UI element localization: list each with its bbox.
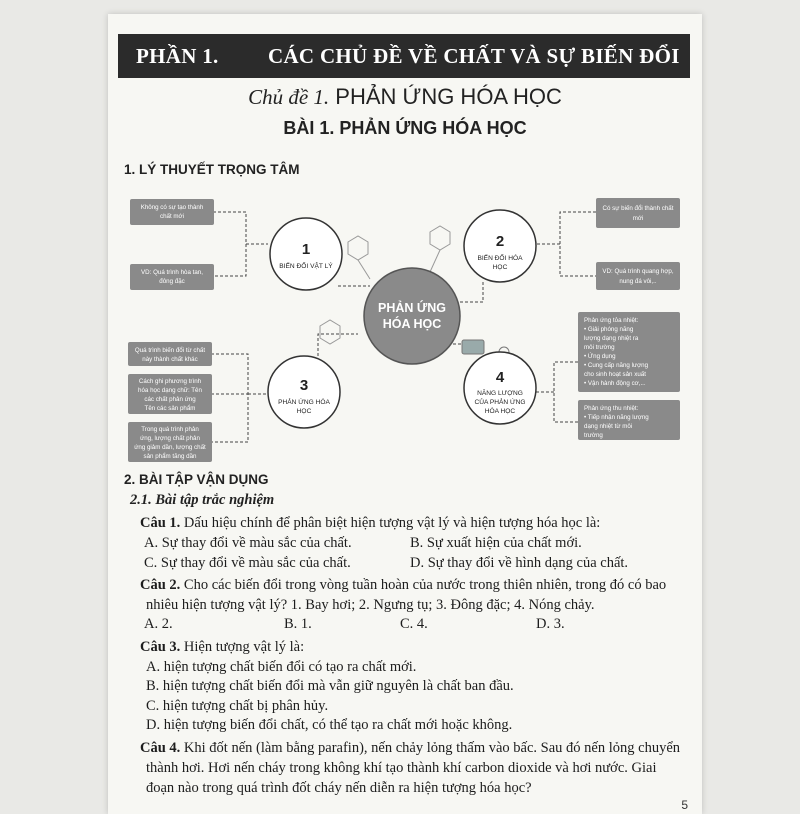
connector-left-top bbox=[213, 212, 246, 276]
question-1 bbox=[140, 514, 688, 533]
info-box-text: Phản ứng tỏa nhiệt: bbox=[584, 317, 639, 324]
info-box-new-substance bbox=[596, 198, 680, 228]
chapter-label: Chủ đề 1. bbox=[248, 85, 330, 109]
info-box-text: lượng dạng nhiệt ra bbox=[584, 335, 639, 342]
info-box-exothermic bbox=[578, 312, 680, 392]
part-topic: CÁC CHỦ ĐỀ VỀ CHẤT VÀ SỰ BIẾN ĐỔI bbox=[268, 43, 680, 68]
info-box-text: mới bbox=[632, 215, 644, 222]
info-box-text: Tên các sản phẩm bbox=[144, 405, 196, 412]
info-box-text: Phản ứng thu nhiệt: bbox=[584, 405, 639, 412]
info-box-text: • Tiếp nhận năng lượng bbox=[584, 414, 649, 421]
connector-right-bottom bbox=[554, 362, 578, 422]
option-a[interactable]: A. 2. bbox=[144, 616, 173, 632]
node-reaction-energy bbox=[464, 352, 536, 424]
question-3 bbox=[140, 638, 688, 657]
info-box-text: hóa học dạng chữ: Tên bbox=[138, 387, 202, 394]
info-box-text: • Cung cấp năng lượng bbox=[584, 362, 649, 369]
question-4 bbox=[140, 739, 688, 758]
info-box-text: Có sự biến đổi thành chất bbox=[602, 205, 674, 212]
info-box-reactant-product-change bbox=[128, 422, 212, 462]
option-c[interactable]: C. hiện tượng chất bị phân hủy. bbox=[146, 698, 329, 714]
lesson-title: BÀI 1. PHẢN ỨNG HÓA HỌC bbox=[283, 118, 527, 138]
node-number: 4 bbox=[495, 369, 505, 386]
info-box-text: này thành chất khác bbox=[142, 356, 198, 363]
node-number: 1 bbox=[301, 241, 311, 258]
info-box-dissolve-example bbox=[130, 264, 214, 290]
info-box-equation-writing bbox=[128, 374, 212, 414]
node-label: HÓA HỌC bbox=[484, 408, 516, 415]
node-label: BIẾN ĐỔI HÓA bbox=[477, 255, 523, 262]
center-node bbox=[364, 268, 509, 364]
info-box-text: ứng giảm dần, lượng chất bbox=[134, 444, 206, 451]
info-box-text: Cách ghi phương trình bbox=[138, 378, 202, 385]
question-2-continued: nhiêu hiện tượng vật lý? 1. Bay hơi; 2. Ngưng tụ; 3. Đông đặc; 4. Nóng chảy. bbox=[146, 597, 595, 613]
info-box-text: đông đặc bbox=[159, 278, 185, 285]
node-physical-change bbox=[270, 218, 342, 290]
option-d[interactable]: D. hiện tượng biến đổi chất, có thể tạo ra chất mới hoặc không. bbox=[146, 717, 513, 733]
info-box-text: ứng, lượng chất phản bbox=[140, 435, 200, 442]
question-number: Câu 1. bbox=[140, 515, 181, 531]
node-label: PHẢN ỨNG HÓA bbox=[278, 399, 330, 406]
option-b[interactable]: B. 1. bbox=[284, 616, 312, 632]
concept-map-diagram bbox=[108, 184, 702, 484]
info-box-text: cho sinh hoạt sản xuất bbox=[584, 371, 646, 378]
connector-left-bottom bbox=[211, 354, 248, 442]
part-number: PHẦN 1. bbox=[136, 43, 219, 68]
option-d[interactable]: D. Sự thay đổi về hình dạng của chất. bbox=[410, 555, 629, 571]
info-box-text: các chất phản ứng bbox=[144, 396, 196, 403]
part-header-banner bbox=[118, 34, 690, 78]
center-node-label: PHẢN ỨNG bbox=[377, 301, 447, 315]
question-number: Câu 3. bbox=[140, 639, 181, 655]
option-a[interactable]: A. hiện tượng chất biến đổi có tạo ra chất mới. bbox=[146, 659, 417, 675]
info-box-endothermic bbox=[578, 400, 680, 440]
subsection-multiple-choice: 2.1. Bài tập trắc nghiệm bbox=[130, 492, 275, 508]
info-box-text: Quá trình biến đổi từ chất bbox=[134, 347, 206, 354]
info-box-text: • Ứng dụng bbox=[584, 353, 616, 360]
info-box-text: môi trường bbox=[584, 344, 615, 351]
info-box-text: VD: Quá trình hòa tan, bbox=[141, 269, 203, 276]
question-2 bbox=[140, 576, 688, 595]
info-box-reaction-definition bbox=[128, 342, 212, 366]
info-box-text: dạng nhiệt từ môi bbox=[584, 423, 633, 430]
node-chemical-change bbox=[464, 210, 536, 282]
center-node-label: HÓA HỌC bbox=[382, 317, 442, 331]
info-box-text: nung đá vôi,.. bbox=[619, 278, 657, 285]
page-number: 5 bbox=[681, 798, 688, 812]
node-label: CỦA PHẢN ỨNG bbox=[474, 399, 526, 406]
connector-right-top bbox=[560, 212, 596, 276]
option-b[interactable]: B. hiện tượng chất biến đổi mà vẫn giữ nguyên là chất ban đầu. bbox=[146, 678, 514, 694]
question-number: Câu 2. bbox=[140, 577, 181, 593]
info-box-text: • Vận hành động cơ,... bbox=[584, 380, 646, 387]
question-4-continued: đoạn nào trong quá trình đốt cháy nến diễn ra hiện tượng hóa học? bbox=[146, 780, 532, 796]
flask-icon bbox=[462, 340, 484, 354]
info-box-text: Không có sự tạo thành bbox=[140, 204, 204, 211]
node-chemical-reaction bbox=[268, 356, 340, 428]
info-box-text: VD: Quá trình quang hợp, bbox=[602, 268, 674, 275]
info-box-photosynthesis-example bbox=[596, 262, 680, 290]
info-box-no-new-substance bbox=[130, 199, 214, 225]
question-number: Câu 4. bbox=[140, 740, 181, 756]
info-box-text: Trong quá trình phản bbox=[141, 426, 199, 433]
node-number: 3 bbox=[299, 377, 309, 394]
book-page bbox=[108, 14, 702, 814]
node-label: NĂNG LƯỢNG bbox=[477, 390, 523, 397]
section-theory-heading: 1. LÝ THUYẾT TRỌNG TÂM bbox=[124, 162, 300, 177]
node-number: 2 bbox=[495, 233, 505, 250]
info-box-text: sản phẩm tăng dần bbox=[143, 453, 197, 460]
info-box-text: trường bbox=[584, 432, 603, 439]
question-text: Khi đốt nến (làm bằng parafin), nến chảy lỏng thấm vào bấc. Sau đó nến lỏng chuyển bbox=[183, 740, 681, 756]
option-d[interactable]: D. 3. bbox=[536, 616, 565, 632]
option-c[interactable]: C. 4. bbox=[400, 616, 428, 632]
connector-center-3 bbox=[318, 334, 358, 356]
option-c[interactable]: C. Sự thay đổi về màu sắc của chất. bbox=[144, 555, 351, 571]
question-text: Dấu hiệu chính để phân biệt hiện tượng vật lý và hiện tượng hóa học là: bbox=[183, 515, 601, 531]
node-label: HỌC bbox=[492, 264, 508, 271]
info-box-text: • Giải phóng năng bbox=[584, 326, 634, 333]
chapter-title bbox=[108, 84, 702, 110]
info-box-text: chất mới bbox=[159, 213, 185, 220]
option-b[interactable]: B. Sự xuất hiện của chất mới. bbox=[410, 535, 582, 551]
option-a[interactable]: A. Sự thay đổi về màu sắc của chất. bbox=[144, 535, 352, 551]
question-text: Hiện tượng vật lý là: bbox=[183, 639, 305, 655]
node-label: BIẾN ĐỔI VẬT LÝ bbox=[279, 263, 333, 270]
section-exercise-heading: 2. BÀI TẬP VẬN DỤNG bbox=[124, 472, 269, 487]
question-text: Cho các biến đổi trong vòng tuần hoàn của nước trong thiên nhiên, trong đó có bao bbox=[183, 577, 667, 593]
question-4-continued: thành hơi. Hơi nến cháy trong không khí tạo thành khí carbon dioxide và hơi nước. Giai bbox=[146, 760, 657, 776]
node-label: HỌC bbox=[296, 408, 312, 415]
chapter-name: PHẢN ỨNG HÓA HỌC bbox=[335, 84, 562, 109]
